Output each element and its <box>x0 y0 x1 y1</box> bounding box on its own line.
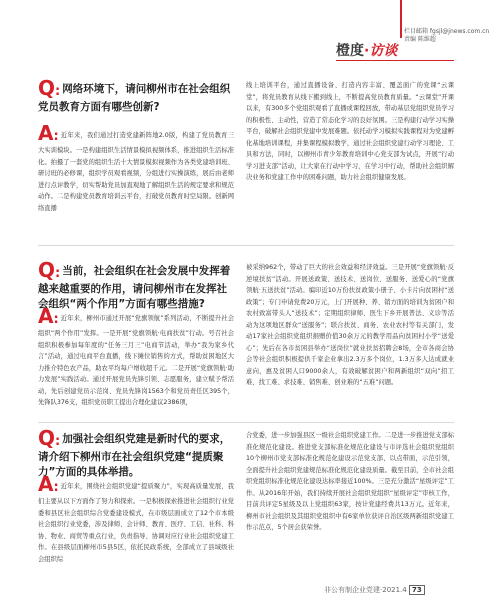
section-title <box>336 40 397 60</box>
answer-3-left-text: 近年来，围绕社会组织党建“提质聚力”，实现高质量发展，我们主要从以下方面作了努力和探索。一是积极探索推进社会组织行业党委和县区社会组织综合党委建设模式，在市级层面成立了12个市本级社会组织行业党委，涉及律师、会计师、教育、医疗、工信、社科、科协、物业、商贸等重点行业，负责指导、协调对应行业社会组织党建工作。在县级层面柳州市5县5区，依托民政系统，全部成立了县域级社会组织综 <box>38 483 234 563</box>
publication-name: 非公有制企业党建 <box>324 586 380 594</box>
editor-name: 责编 陈维超 <box>404 36 436 43</box>
section-rule <box>336 60 454 61</box>
answer-1-left <box>38 121 234 214</box>
answer-mark-icon: A: <box>38 121 59 145</box>
question-mark-icon: Q: <box>38 426 61 450</box>
answer-2-left <box>38 304 234 409</box>
answer-2-left-text: 近年来，柳州市通过开展“党旗领航”系列活动，不断提升社会组织“两个作用”发挥。一是开展“党旗领航·电商扶贫”行动。号召社会组织积极参加每年度的“任务三月三”电商节活动，举办“我为家乡代言”活动，通过电商平台直播，线下摊位销售的方式，帮助贫困地区大力推介特色农产品，助农平均每户增收超千元。二是开展“党旗领航·助力发展”实践活动。通过开展党员先锋引领、志愿服务，建立赋予帮活动，先后创建党员示范岗、党员先锋岗1563个和党员责任区395个，先锋队376支，组织党员职工提出合理化建议2386项， <box>38 315 234 406</box>
question-mark-icon: Q: <box>38 258 61 282</box>
answer-1-left-text: 近年来，我们通过打造党建新阵地2.0版，构建了党员教育三大实训模块。一是构建组织生活情景模拟视频体系，推进组织生活标准化。拍摄了一套党的组织生活十大情景模拟视频作为各类党建培训班、研讨班的必修课，组织学员观看视频，分组进行实操演练，展后由老师进行点评教学，切实帮助党员加直观地了解组织生活的规定要求和规范动作。二是构建党员教育培训云平台，打破党员教育时空局限。创新网络直播 <box>38 132 234 212</box>
question-3-text: 加强社会组织党建是新时代的要求，请介绍下柳州市在社会组织党建“提质聚力”方面的具体举措。 <box>38 433 231 478</box>
answer-1-right <box>246 80 454 184</box>
answer-3-left <box>38 472 234 565</box>
answer-2-right <box>246 262 454 389</box>
question-1-text: 网络环境下，请问柳州市在社会组织党员教育方面有哪些创新? <box>38 83 231 113</box>
answer-mark-icon: A: <box>38 472 59 496</box>
question-3 <box>38 426 234 480</box>
page-footer: 非公有制企业党建·2021.4 73 <box>324 585 425 595</box>
divider-1 <box>38 245 454 246</box>
question-mark-icon: Q: <box>38 76 61 100</box>
answer-mark-icon: A: <box>38 304 59 328</box>
section-title-separator: · <box>364 43 370 59</box>
section-title-prefix: 橙度 <box>336 43 364 59</box>
answer-3-right-text: 合党委，进一步加强县区一级社会组织党建工作。二是进一步推进党支部标准化规范化建设。推进党支部标准化规范化建设与市评选社会组织党组织10个柳州市党支部标准化规范化建设示范党支部，以点带面，示范引领，全面提升社会组织党建规范标准化规范化建设质量。截至目前，全市社会组织党组织标准化规范化建设达标率接近100%。三是充分激活“星级评定”工作。从2016年开始，我们持续开展社会组织党组织“星级评定”审核工作，目前共评定5星级及以上党组织63家，按计党建经费共13万元。近年来，柳州市社会组织及其组织党组织中有6家单位获评自治区级两新组织党建工作示范点，5个居会获荣誉。 <box>246 432 454 531</box>
issue-number: 2021.4 <box>382 586 407 594</box>
question-2-text: 当前，社会组织在社会发展中发挥着越来越重要的作用，请问柳州市在发挥社会组织“两个作用”方面有哪些措施? <box>38 265 231 310</box>
question-1 <box>38 76 234 115</box>
header-accent-line <box>400 0 402 38</box>
answer-3-right <box>246 430 454 534</box>
divider-2 <box>38 422 454 423</box>
page-number: 73 <box>409 585 425 595</box>
question-2 <box>38 258 234 312</box>
editor-info <box>404 28 489 44</box>
answer-2-right-text: 被采纳962个，带动了巨大的社会效益和经济效益。三是开展“党旗领航·反逆境扶贫”活动。开展送政策、送技术、送岗位、送服务、送爱心的“党旗领航·五送扶贫”活动。编印近10万份扶贫政策小册子、小卡片向贫困村“送政策”；专门申请党费20万元，上门开展种、养、销方面的培训为贫困户和农村致富带头人“送技术”；定期组织律师、医生下乡开展普法、义诊等活动为这项地区群众“送服务”；联合扶贫、商务、农业农村等有关部门，发动17家社会组织党组织捐赠价值30余万元的教学用品向贫困村小学“送爱心”；先后在各市贫困县举办“送岗位”就业扶贫招聘会8场，全市各商会协会等社会组织积极提供千家企业拿出2.3万多个岗位，1.3万多人达成就业意向，惠及贫困人口9000余人，有效破解贫困户和两新组织“双向”招工难、找工难、求技难、销售难、创业难的“五难”问题。 <box>246 264 454 386</box>
answer-1-right-text: 线上培训平台，通过直播设备、打造内容丰富、覆盖面广的党课“云课堂”，将党员教育从线下搬到线上，不断提高党员教育质量。“云课堂”开课以来，有300多个党组织观看了直播或课程回放，带动基层党组织党员学习的积极性、主动性，营造了常态化学习的良好氛围。三是构建行动学习实操平台，破解社会组织党建中发展难题。依托动学习模拟实践课程对为党建孵化基地培训课程，并集课程模拟教学，通过社会组织党建行动学习理论、工具和方法，同时，以柳州市青少年教育培训中心党支部为试点，开展“行动学习进支部”活动，让大家在行动中学习，在学习中行动，帮助社会组织解决业务和党建工作中的困难问题，助力社会组织健康发展。 <box>246 82 454 181</box>
section-title-suffix: 访谈 <box>369 43 398 59</box>
editor-email: 栏目邮箱 fgsjl@jnews.com.cn <box>404 28 489 35</box>
